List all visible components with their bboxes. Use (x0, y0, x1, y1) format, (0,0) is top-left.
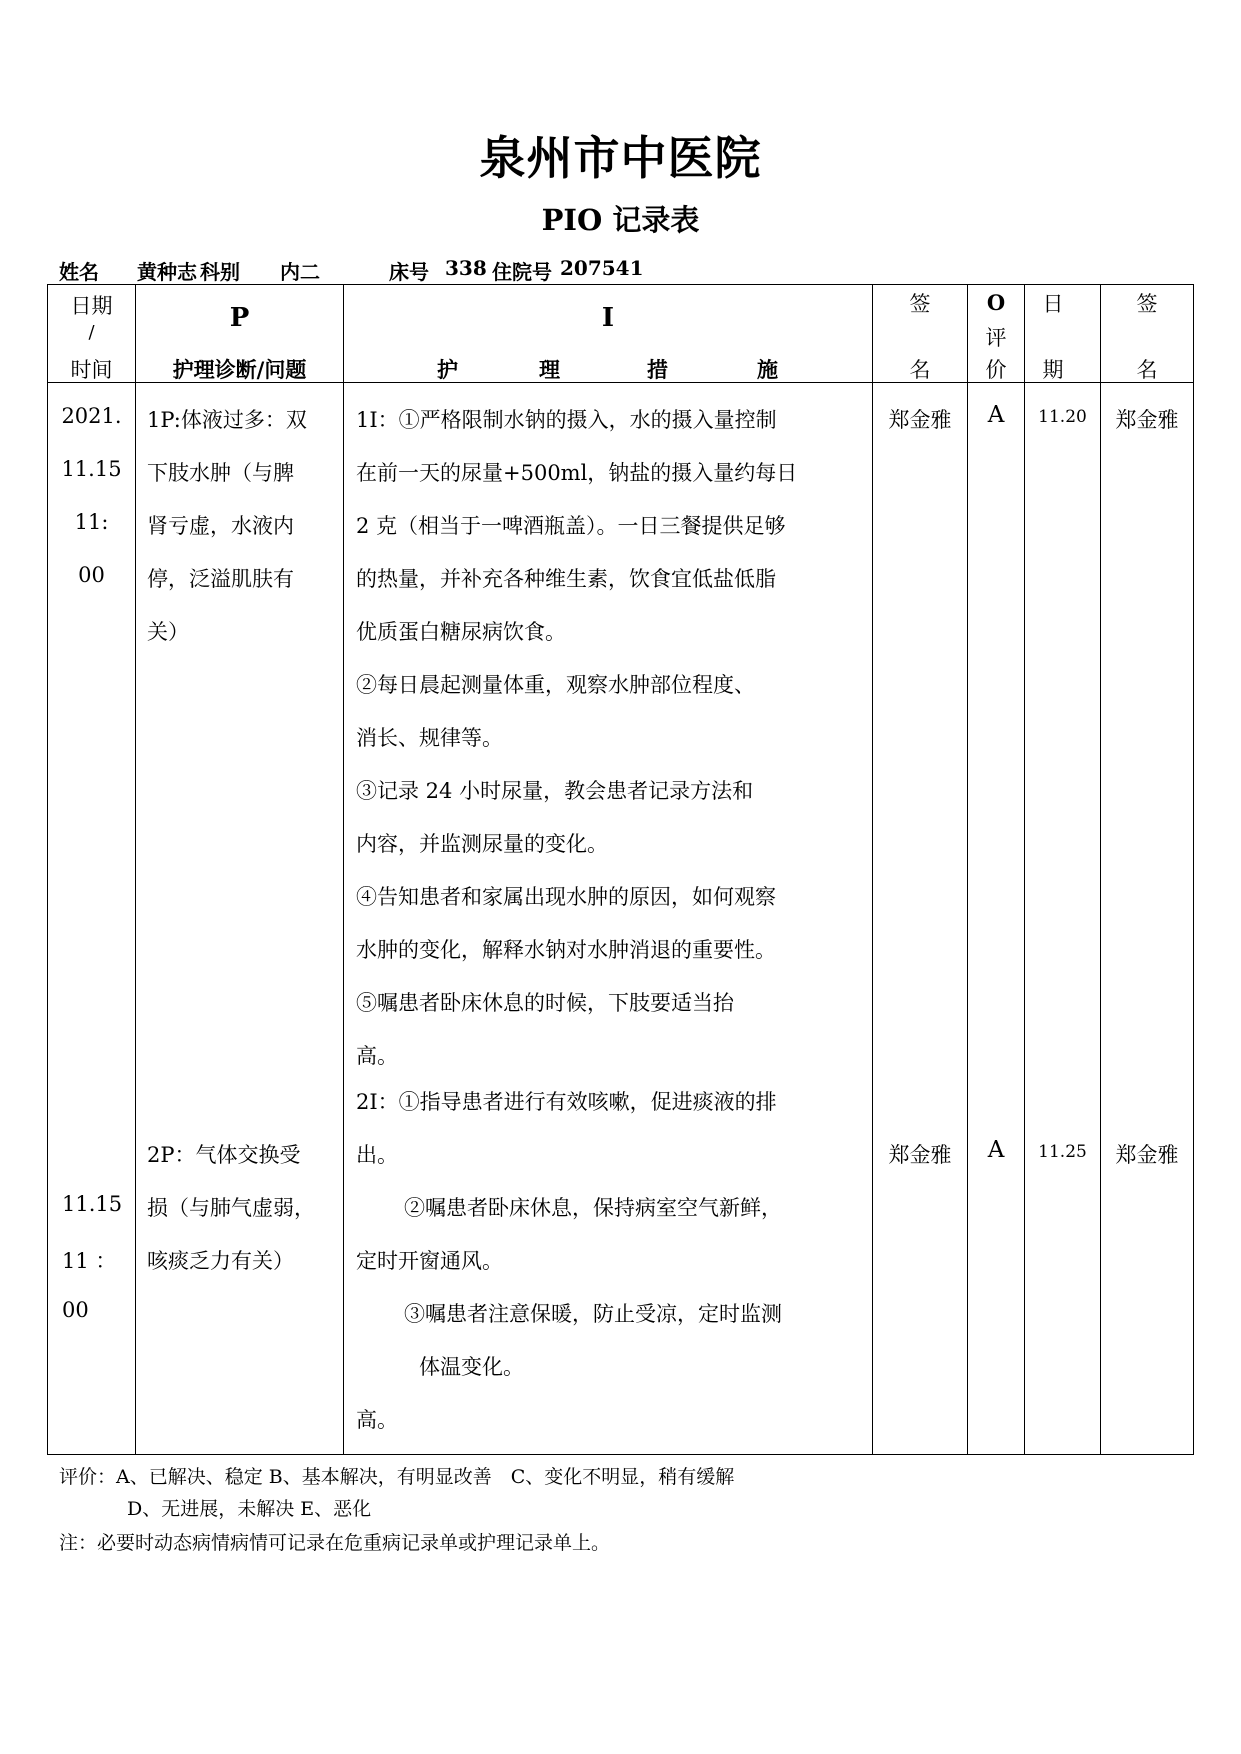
name-label: 姓名 (59, 260, 99, 284)
table-top-border (47, 284, 1194, 285)
col-border (872, 284, 873, 1455)
header-eval: 评 (985, 326, 1007, 350)
header-sign2: 签 (1136, 292, 1158, 316)
footnote: 注：必要时动态病情病情可记录在危重病记录单或护理记录单上。 (59, 1532, 611, 1554)
entry-problem-line: 关） (147, 620, 189, 644)
header-i: I (601, 303, 615, 333)
intervention-line: 2 克（相当于一啤酒瓶盖）。一日三餐提供足够 (356, 514, 786, 538)
table-bottom-border (47, 1454, 1194, 1455)
dept-label: 科别 (200, 260, 240, 284)
entry-eval-date: 11.20 (1038, 407, 1087, 427)
entry-problem-line: 下肢水肿（与脾 (147, 461, 294, 485)
col-border (343, 284, 344, 1455)
intervention-line: 高。 (356, 1408, 398, 1432)
entry-signer: 郑金雅 (888, 408, 952, 432)
header-sign: 签 (909, 292, 931, 316)
entry-date-line: 2021. (61, 404, 122, 428)
header-sign2-bottom: 名 (1136, 358, 1158, 382)
form-title: PIO 记录表 (541, 203, 700, 237)
entry-eval-date: 11.25 (1038, 1142, 1087, 1162)
bed-label: 床号 (389, 260, 429, 284)
intervention-line: ③嘱患者注意保暖，防止受凉，定时监测 (404, 1302, 782, 1326)
intervention-line: 体温变化。 (419, 1355, 524, 1379)
entry-date-line: 11.15 (62, 1192, 123, 1216)
header-i-sub: 措 (647, 357, 668, 382)
intervention-line: ②嘱患者卧床休息，保持病室空气新鲜， (404, 1196, 782, 1220)
evaluation-legend: 评价：A、已解决、稳定 B、基本解决，有明显改善 C、变化不明显，稍有缓解 (59, 1466, 735, 1488)
entry-problem-line: 咳痰乏力有关） (147, 1249, 294, 1273)
intervention-line: 1I：①严格限制水钠的摄入，水的摄入量控制 (356, 408, 777, 432)
header-o: O (986, 290, 1006, 315)
entry-problem-line: 损（与肺气虚弱， (147, 1196, 315, 1220)
entry-problem-line: 2P：气体交换受 (147, 1143, 301, 1167)
entry-date-line: 00 (78, 563, 105, 587)
intervention-line: 水肿的变化，解释水钠对水肿消退的重要性。 (356, 938, 776, 962)
header-p-sub: 护理诊断/问题 (172, 357, 307, 382)
entry-eval-signer: 郑金雅 (1115, 1143, 1179, 1167)
entry-problem-line: 肾亏虚，水液内 (147, 514, 294, 538)
intervention-line: 优质蛋白糖尿病饮食。 (356, 620, 566, 644)
col-border (135, 284, 136, 1455)
patient-name: 黄种志 (137, 260, 197, 284)
entry-date-line: 11.15 (61, 457, 122, 481)
hospital-name: 泉州市中医院 (479, 131, 762, 185)
entry-date-line: 00 (62, 1298, 89, 1322)
col-border (1024, 284, 1025, 1455)
intervention-line: 在前一天的尿量+500ml，钠盐的摄入量约每日 (356, 461, 798, 485)
intervention-line: 高。 (356, 1044, 398, 1068)
intervention-line: ③记录 24 小时尿量，教会患者记录方法和 (356, 779, 754, 803)
entry-eval: A (987, 1137, 1005, 1163)
header-date: 日期 (70, 294, 113, 318)
admission-value: 207541 (560, 256, 644, 280)
entry-eval: A (987, 402, 1005, 428)
entry-problem-line: 停，泛溢肌肤有 (147, 567, 294, 591)
intervention-line: 消长、规律等。 (356, 726, 503, 750)
intervention-line: ④告知患者和家属出现水肿的原因，如何观察 (356, 885, 776, 909)
header-day-bottom: 期 (1042, 358, 1064, 382)
intervention-line: ②每日晨起测量体重，观察水肿部位程度、 (356, 673, 755, 697)
header-date-slash: / (88, 322, 95, 343)
header-p: P (229, 303, 250, 333)
entry-date-line: 11 ： (62, 1249, 117, 1273)
col-border (1193, 284, 1194, 1455)
header-sign-bottom: 名 (909, 358, 931, 382)
entry-problem-line: 1P:体液过多：双 (147, 408, 307, 432)
col-border (1100, 284, 1101, 1455)
header-i-sub: 护 (437, 357, 458, 382)
intervention-line: 2I：①指导患者进行有效咳嗽，促进痰液的排 (356, 1090, 777, 1114)
intervention-line: 的热量，并补充各种维生素，饮食宜低盐低脂 (356, 567, 776, 591)
header-time: 时间 (70, 358, 113, 382)
entry-eval-signer: 郑金雅 (1115, 408, 1179, 432)
col-border (967, 284, 968, 1455)
intervention-line: 定时开窗通风。 (356, 1249, 503, 1273)
header-day: 日 (1042, 292, 1064, 316)
bed-value: 338 (445, 256, 487, 280)
admission-label: 住院号 (492, 260, 552, 284)
intervention-line: 出。 (356, 1143, 398, 1167)
intervention-line: 内容，并监测尿量的变化。 (356, 832, 608, 856)
header-eval-bottom: 价 (985, 358, 1007, 382)
intervention-line: ⑤嘱患者卧床休息的时候，下肢要适当抬 (356, 991, 734, 1015)
evaluation-legend-cont: D、无进展，未解决 E、恶化 (127, 1498, 372, 1520)
header-i-sub: 施 (757, 357, 778, 382)
header-i-sub: 理 (539, 357, 560, 382)
entry-signer: 郑金雅 (888, 1143, 952, 1167)
entry-date-line: 11: (74, 510, 109, 534)
dept-value: 内二 (280, 260, 320, 284)
